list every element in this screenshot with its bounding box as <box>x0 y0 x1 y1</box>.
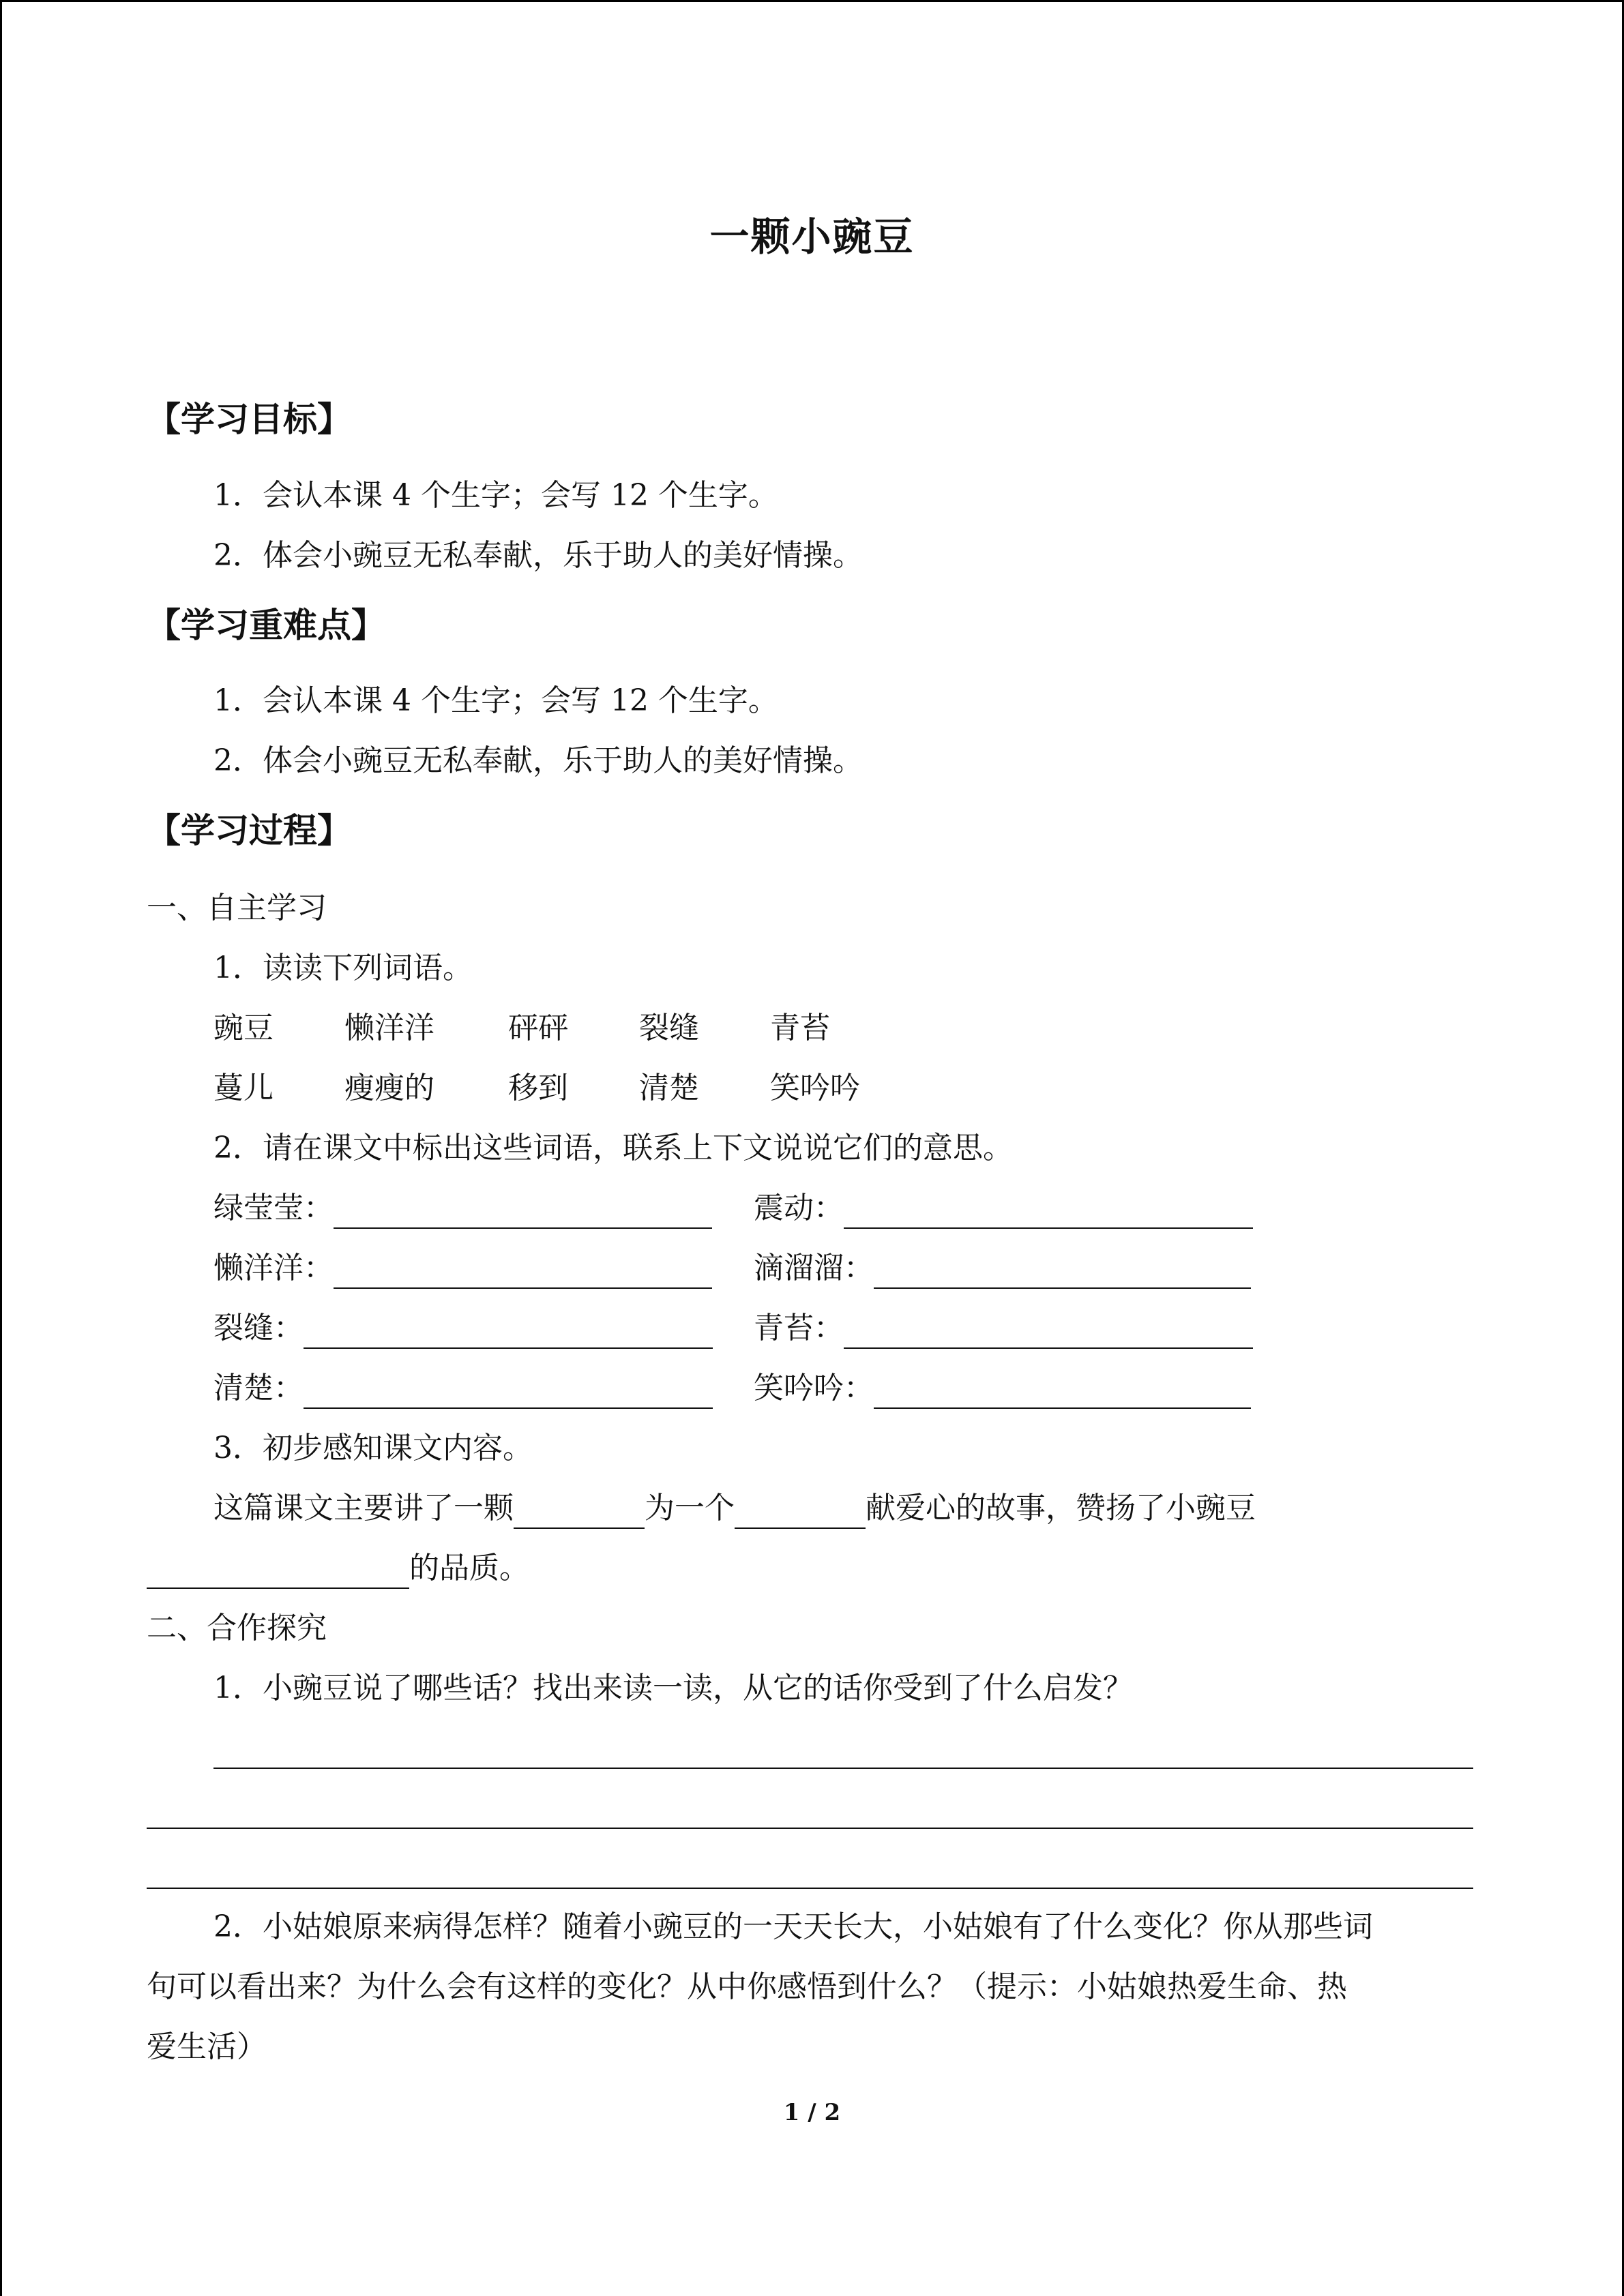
answer-blank[interactable] <box>735 1496 866 1529</box>
answer-blank[interactable] <box>304 1376 713 1409</box>
part2-question-2-line2: 句可以看出来？为什么会有这样的变化？从中你感悟到什么？（提示：小姑娘热爱生命、热 <box>147 1969 1347 2004</box>
answer-blank[interactable] <box>334 1196 712 1229</box>
part1-question-1: 1．读读下列词语。 <box>213 951 473 985</box>
fill-item <box>213 1188 712 1229</box>
goal-item-2: 2．体会小豌豆无私奉献，乐于助人的美好情操。 <box>213 538 863 573</box>
page-left-border <box>0 0 2 2296</box>
fill-label: 青苔： <box>754 1311 844 1345</box>
fill-item <box>213 1308 713 1349</box>
part2-label: 二、合作探究 <box>147 1611 327 1645</box>
page-number: 1 / 2 <box>783 2099 841 2126</box>
fill-item <box>754 1188 1253 1229</box>
page-title: 一颗小豌豆 <box>709 213 915 260</box>
section-heading-process: 【学习过程】 <box>147 811 351 850</box>
goal-item-1: 1．会认本课 4 个生字；会写 12 个生字。 <box>213 478 778 513</box>
answer-line[interactable] <box>213 1768 1473 1769</box>
fill-label: 裂缝： <box>213 1311 304 1345</box>
vocab-word: 蔓儿 <box>213 1071 274 1105</box>
vocab-word: 青苔 <box>770 1011 830 1045</box>
answer-blank[interactable] <box>334 1256 712 1289</box>
vocab-word: 移到 <box>508 1071 568 1105</box>
part2-question-2-line3: 爱生活） <box>147 2029 267 2064</box>
answer-blank[interactable] <box>514 1496 645 1529</box>
part2-question-1: 1．小豌豆说了哪些话？找出来读一读，从它的话你受到了什么启发？ <box>213 1671 1133 1705</box>
summary-sentence-cont <box>147 1548 529 1589</box>
fill-item <box>213 1248 712 1289</box>
fill-label: 清楚： <box>213 1371 304 1405</box>
answer-line[interactable] <box>147 1888 1473 1889</box>
fill-label: 笑吟吟： <box>754 1371 874 1405</box>
summary-sentence <box>213 1488 1256 1529</box>
part1-label: 一、自主学习 <box>147 891 327 925</box>
vocab-word: 豌豆 <box>213 1011 274 1045</box>
summary-text: 的品质。 <box>409 1551 529 1585</box>
fill-label: 震动： <box>754 1191 844 1225</box>
fill-item <box>213 1368 713 1409</box>
summary-text: 献爱心的故事，赞扬了小豌豆 <box>866 1491 1256 1525</box>
answer-blank[interactable] <box>844 1316 1253 1349</box>
vocab-word: 瘦瘦的 <box>344 1071 434 1105</box>
key-point-item-1: 1．会认本课 4 个生字；会写 12 个生字。 <box>213 683 778 718</box>
fill-label: 懒洋洋： <box>213 1251 334 1285</box>
fill-item <box>754 1368 1251 1409</box>
key-point-item-2: 2．体会小豌豆无私奉献，乐于助人的美好情操。 <box>213 743 863 778</box>
part1-question-2: 2．请在课文中标出这些词语，联系上下文说说它们的意思。 <box>213 1131 1013 1165</box>
vocab-word: 砰砰 <box>508 1011 568 1045</box>
vocab-word: 懒洋洋 <box>344 1011 434 1045</box>
answer-blank[interactable] <box>874 1376 1251 1409</box>
answer-blank[interactable] <box>304 1316 713 1349</box>
section-heading-key-points: 【学习重难点】 <box>147 606 385 645</box>
page-top-border <box>0 0 1624 2</box>
summary-text: 为一个 <box>645 1491 735 1525</box>
answer-blank[interactable] <box>874 1256 1251 1289</box>
fill-item <box>754 1248 1251 1289</box>
vocab-word: 裂缝 <box>639 1011 699 1045</box>
answer-blank[interactable] <box>844 1196 1253 1229</box>
fill-label: 绿莹莹： <box>213 1191 334 1225</box>
fill-item <box>754 1308 1253 1349</box>
part1-question-3: 3．初步感知课文内容。 <box>213 1431 533 1465</box>
part2-question-2-line1: 2．小姑娘原来病得怎样？随着小豌豆的一天天长大，小姑娘有了什么变化？你从那些词 <box>213 1909 1373 1944</box>
section-heading-goals: 【学习目标】 <box>147 400 351 439</box>
vocab-word: 笑吟吟 <box>770 1071 860 1105</box>
answer-blank[interactable] <box>147 1556 409 1589</box>
summary-text: 这篇课文主要讲了一颗 <box>213 1491 514 1525</box>
fill-label: 滴溜溜： <box>754 1251 874 1285</box>
answer-line[interactable] <box>147 1828 1473 1829</box>
vocab-word: 清楚 <box>639 1071 699 1105</box>
